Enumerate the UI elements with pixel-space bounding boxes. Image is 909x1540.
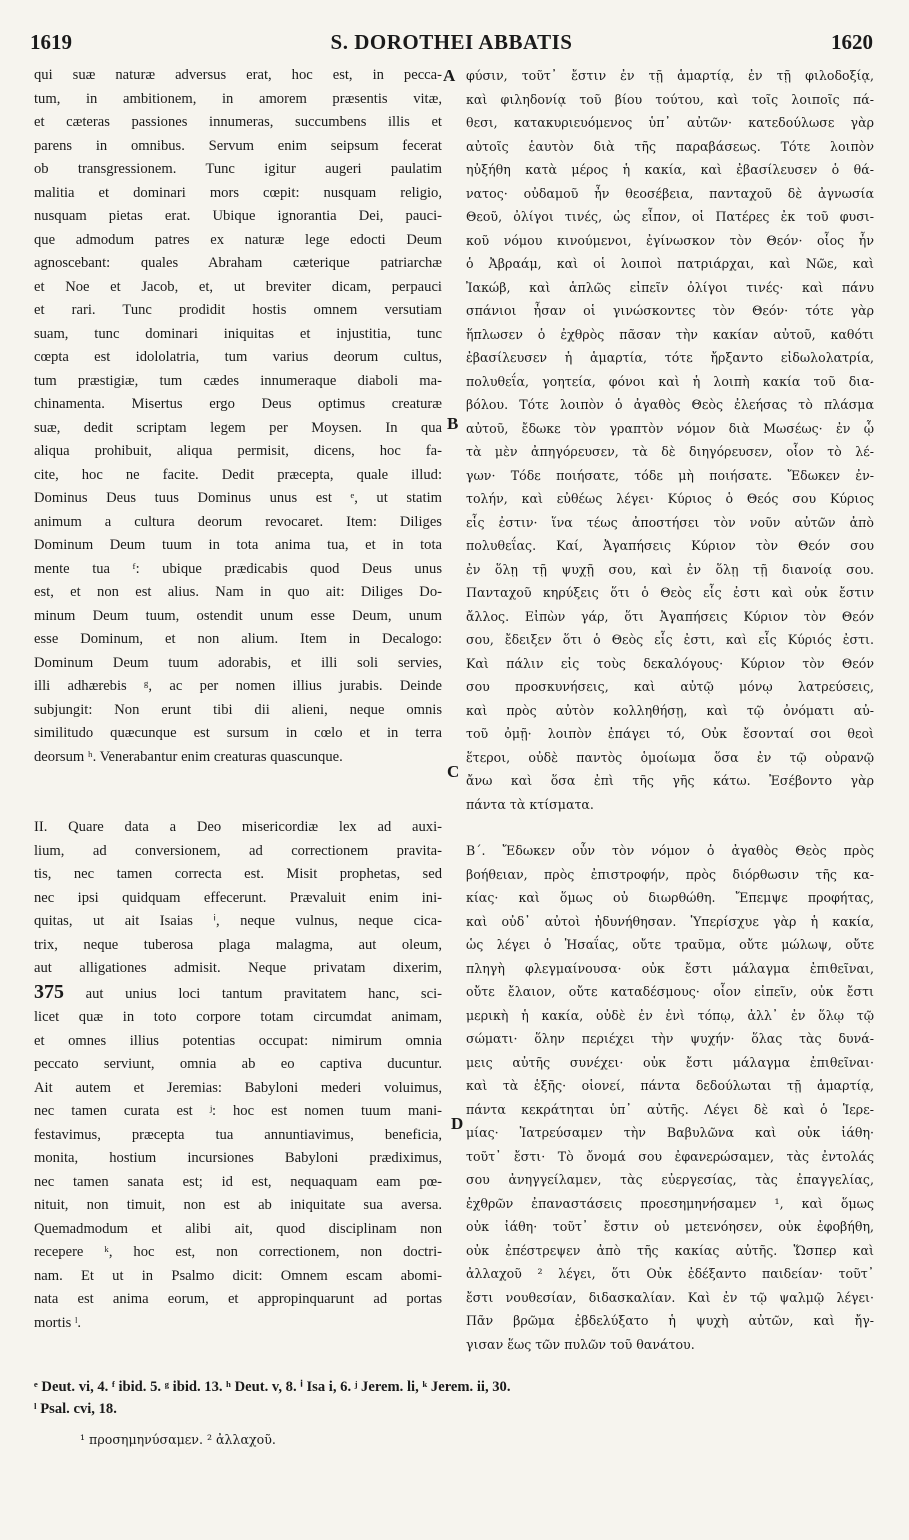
text-line: εἷς ἐστιν· ἵνα τέως ἀποστήσει τὸν νοῦν αὐτῶν ἀπὸ bbox=[466, 514, 874, 530]
text-line: καὶ οὐδ᾿ αὐτοὶ ἠδυνήθησαν. Ὑπερίσχυε γὰρ ἡ κακία, bbox=[466, 913, 874, 929]
text-line: festavimus, præcepta tua annuntiavimus, beneficia, bbox=[34, 1126, 442, 1143]
text-line: βόλου. Τότε λοιπὸν ὁ ἀγαθὸς Θεὸς ἐλεήσας τὸ πλάσμα bbox=[466, 397, 874, 412]
text-line: πάντα τὰ κτίσματα. bbox=[466, 796, 594, 812]
text-line: πάντα κεκράτηται ὑπ᾿ αὐτῆς. Λέγει δὲ καὶ ὁ Ἱερε- bbox=[466, 1101, 874, 1117]
page-header bbox=[30, 30, 873, 64]
text-line: cœpta est idololatria, tum varius deorum cultus, bbox=[34, 349, 442, 365]
text-line: licet quæ in toto corpore totam circumdat animam, bbox=[34, 1009, 442, 1025]
greek-variant-notes: ¹ προσημηνύσαμεν. ² ἀλλαχοῦ. bbox=[80, 1432, 276, 1447]
text-line: καὶ φιληδονίᾳ τοῦ βίου τούτου, καὶ τοῖς λοιποῖς πά- bbox=[466, 91, 874, 107]
text-line: recepere ᵏ, hoc est, non correctionem, non doctri- bbox=[34, 1244, 442, 1260]
text-line: πληγὴ φλεγμαίνουσα· οὐκ ἔστι μάλαγμα ἐπιθεῖναι, bbox=[466, 960, 874, 976]
text-line: nec ipsi quidquam effecerunt. Prævaluit enim ini- bbox=[34, 889, 442, 906]
text-line: οὐκ ἐπέστρεψεν ἀπὸ τῆς κακίας αὐτῆς. Ὥσπερ καὶ bbox=[466, 1242, 874, 1258]
text-line: τοῦ ὀμῇ· λοιπὸν ἐπάγει τό, Οὐκ ἔσονταί σοι θεοὶ bbox=[466, 726, 874, 741]
text-line: Quemadmodum et alibi ait, quod disciplinam non bbox=[34, 1220, 442, 1237]
text-line: μερικὴ ἡ κακία, οὐδὲ ἐν ἑνὶ τόπῳ, ἀλλ᾿ ἐν ὅλῳ τῷ bbox=[466, 1007, 874, 1023]
text-line: aut unius loci tantum pravitatem hanc, sci- bbox=[85, 985, 442, 1002]
text-line: tum præstigiæ, tum cædes innumeraque diaboli ma- bbox=[34, 372, 442, 389]
text-line: nec tamen sanata est; id est, nequaquam eam pœ- bbox=[34, 1173, 442, 1190]
text-line: nec tamen curata est ʲ: hoc est nomen tuum mani- bbox=[34, 1103, 442, 1119]
text-line: Ait autem et Jeremias: Babyloni mederi voluimus, bbox=[34, 1079, 442, 1096]
text-line: ἥπλωσεν ὁ ἐχθρὸς πᾶσαν τὴν κακίαν αὐτοῦ, καθότι bbox=[466, 326, 874, 342]
text-line: nituit, non timuit, non est ab iniquitate sua aversa. bbox=[34, 1197, 442, 1213]
text-line: similitudo quæcunque est sursum in cœlo et in terra bbox=[34, 725, 442, 741]
text-line: Πανταχοῦ κηρύξεις ὅτι ὁ Θεὸς εἷς ἐστι καὶ οὐκ ἔστιν bbox=[466, 585, 874, 600]
text-line: que admodum patres ex naturæ lege edocti Deum bbox=[34, 231, 442, 248]
text-line: mortis ˡ. bbox=[34, 1314, 82, 1331]
text-line: trix, neque tuberosa plaga malagma, aut oleum, bbox=[34, 936, 442, 953]
text-line: κίας· καὶ ὅμως οὐ διωρθώθη. Ἔπεμψε προφήτας, bbox=[466, 890, 874, 905]
text-line: σου προσκυνήσεις, καὶ αὐτῷ μόνῳ λατρεύσεις, bbox=[466, 679, 874, 694]
text-line: οὔτε ἔλαιον, οὔτε καταδέσμους· οἷον εἰπεῖν, οὐκ ἔστι bbox=[466, 984, 874, 999]
text-line: πολυθεΐα, γοητεία, φόνοι καὶ ἡ λοιπὴ κακία τοῦ δια- bbox=[466, 373, 874, 389]
text-line: τοῦτ᾿ ἔστι· Τὸ ὄνομά σου ἐφανερώσαμεν, τὰς ἐντολάς bbox=[466, 1148, 874, 1164]
text-line: minum Deum tuum, ostendit unum esse Deum, unum bbox=[34, 607, 442, 624]
text-line: καὶ πρὸς αὐτὸν κολληθήσῃ, καὶ τῷ ὀνόματι αὐ- bbox=[466, 702, 874, 718]
text-line: ἄνω καὶ ὅσα ἐπὶ τῆς γῆς κάτω. Ἐσέβοντο γὰρ bbox=[466, 773, 874, 788]
text-line: qui suæ naturæ adversus erat, hoc est, in pecca- bbox=[34, 67, 442, 83]
text-line: γων· Τόδε ποιήσατε, τόδε μὴ ποιήσατε. Ἔδωκεν ἐν- bbox=[466, 467, 874, 483]
text-line: nata est anima eorum, et appropinquarunt ad portas bbox=[34, 1291, 442, 1307]
text-line: γισαν ἕως τῶν πυλῶν τοῦ θανάτου. bbox=[466, 1336, 695, 1352]
text-line: illi adhærebis ᵍ, ac per nomen illius jurabis. Deinde bbox=[34, 678, 442, 694]
text-line: suam, tunc dominari iniquitas et injustitia, tunc bbox=[34, 325, 442, 342]
text-line: κοῦ νόμου κινούμενοι, ἐγίνωσκον τὸν Θεόν· οἷος ἦν bbox=[466, 232, 874, 248]
footnotes bbox=[34, 1376, 873, 1420]
text-line: νατος· οὐδαμοῦ ἦν θεοσέβεια, πανταχοῦ δὲ ἀγνωσία bbox=[466, 185, 874, 201]
text-line: Πᾶν βρῶμα ἐβδελύξατο ἡ ψυχὴ αὐτῶν, καὶ ἤγ- bbox=[466, 1313, 874, 1328]
text-line: ἐβασίλευσεν ἡ ἁμαρτία, τότε ἤρξαντο εἰδωλολατρία, bbox=[466, 350, 874, 365]
text-line: σου, ἔδειξεν ὅτι ὁ Θεὸς εἷς ἐστι, καὶ εἷς Κύριός ἐστι. bbox=[466, 632, 874, 647]
page-number-left: 1619 bbox=[30, 30, 72, 54]
text-line: τὰ μὲν ἀπηγόρευσεν, τὰ δὲ διηγόρευσεν, οἷον τὸ λέ- bbox=[466, 444, 874, 459]
text-line: ob transgressionem. Tunc igitur augeri paulatim bbox=[34, 161, 442, 177]
text-line: Dominum Deum tuum adorabis, et illi soli servies, bbox=[34, 654, 442, 671]
text-line: βοήθειαν, πρὸς ἐπιστροφήν, πρὸς διόρθωσιν τῆς κα- bbox=[466, 866, 874, 882]
text-line: quitas, ut ait Isaias ⁱ, neque vulnus, neque cica- bbox=[34, 913, 442, 929]
running-title: S. DOROTHEI ABBATIS bbox=[330, 30, 573, 54]
greek-paragraph-2 bbox=[466, 839, 874, 1356]
text-line: parens in omnibus. Servum enim seipsum fecerat bbox=[34, 137, 442, 154]
text-line: aliqua prohibuit, aliqua permisit, dicens, hoc fa- bbox=[34, 443, 442, 459]
text-line: esse Dominum, et non alium. Item in Decalogo: bbox=[34, 631, 442, 647]
text-line: Καὶ πάλιν εἰς τοὺς δεκαλόγους· Κύριον τὸν Θεόν bbox=[466, 655, 874, 671]
text-line: σου ἀνηγγείλαμεν, τὰς εὐεργεσίας, τὰς ἐπαγγελίας, bbox=[466, 1172, 874, 1187]
text-line: σπάνιοι ἦσαν οἱ γινώσκοντες τὸν Θεόν· τότε γὰρ bbox=[466, 303, 874, 318]
footnote-line: ᵉ Deut. vi, 4. ᶠ ibid. 5. ᵍ ibid. 13. ʰ Deut. v, 8. ⁱ Isa i, 6. ʲ Jerem. li, ᵏ Jerem. ii, 30. bbox=[34, 1379, 511, 1395]
latin-paragraph-2-continued bbox=[34, 1006, 442, 1335]
text-line: et rari. Tunc prodidit hostis omnem versutiam bbox=[34, 302, 442, 318]
text-line: σώματι· ὅλην περιέχει τὴν ψυχήν· ὅλας τὰς δυνά- bbox=[466, 1031, 874, 1046]
footnote-line: ˡ Psal. cvi, 18. bbox=[34, 1401, 117, 1417]
text-line: subjungit: Non erunt tibi dii alieni, neque omnis bbox=[34, 701, 442, 718]
page-number-right: 1620 bbox=[831, 30, 873, 54]
text-line: nusquam pietas erat. Ubique ignorantia Dei, pauci- bbox=[34, 208, 442, 224]
text-line: deorsum ʰ. Venerabantur enim creaturas quascunque. bbox=[34, 748, 343, 765]
text-line: Θεοῦ, ὀλίγοι τινές, ὡς εἶπον, οἱ Πατέρες ἐκ τοῦ φυσι- bbox=[466, 209, 874, 224]
text-line: tis, nec tamen correcta est. Misit prophetas, sed bbox=[34, 866, 442, 882]
text-line: ἄλλος. Εἰπὼν γάρ, ὅτι Ἀγαπήσεις Κύριον τὸν Θεόν bbox=[466, 608, 874, 624]
text-line: Dominum Deum tuum in tota anima tua, et in tota bbox=[34, 537, 442, 553]
text-line: Ἰακώβ, καὶ ἁπλῶς εἰπεῖν ὀλίγοι τινές· καὶ πάνυ bbox=[466, 279, 874, 295]
text-line: μεις αὐτῆς συνέχει· οὐκ ἔστι μάλαγμα ἐπιθεῖναι· bbox=[466, 1054, 874, 1070]
text-line: ἀλλαχοῦ ² λέγει, ὅτι Οὐκ ἐδέξαντο παιδείαν· τοῦτ᾿ bbox=[466, 1266, 874, 1281]
greek-column bbox=[466, 64, 874, 1356]
text-line: ηὐξήθη κατὰ μέρος ἡ κακία, καὶ ἐβασίλευσεν ὁ θά- bbox=[466, 162, 874, 177]
text-line: ἕτεροι, οὐδὲ παντὸς ὁμοίωμα ὅσα ἐν τῷ οὐρανῷ bbox=[466, 749, 874, 765]
marginal-number: 375 bbox=[34, 980, 64, 1003]
text-line: tum, in ambitionem, in amorem præsentis vitæ, bbox=[34, 90, 442, 107]
text-line: Β΄. Ἔδωκεν οὖν τὸν νόμον ὁ ἀγαθὸς Θεὸς πρὸς bbox=[466, 843, 874, 858]
text-line: ὁ Ἀβραάμ, καὶ οἱ λοιποὶ πατριάρχαι, καὶ Νῶε, καὶ bbox=[466, 256, 874, 271]
text-line: suæ, dedit scriptam legem per Moysen. In qua bbox=[34, 419, 442, 436]
text-line: peccato serviunt, omnia ab eo captiva ducuntur. bbox=[34, 1056, 442, 1072]
text-line: et omnes illius potentias occupat: nimirum omnia bbox=[34, 1032, 442, 1049]
text-line: Dominus Deus tuus Dominus unus est ᵉ, ut statim bbox=[34, 490, 442, 506]
text-line: et cæteras passiones innumeras, succumbens illis et bbox=[34, 114, 442, 130]
text-line: πολυθεΐας. Καί, Ἀγαπήσεις Κύριον τὸν Θεόν σου bbox=[466, 538, 874, 553]
text-line: agnoscebant: quales Abraham cæterique patriarchæ bbox=[34, 255, 442, 271]
text-line: II. Quare data a Deo misericordiæ lex ad auxi- bbox=[34, 819, 442, 835]
margin-letter-c: C bbox=[447, 762, 460, 781]
text-line: τολήν, καὶ εὐθέως λέγει· Κύριος ὁ Θεός σου Κύριος bbox=[466, 491, 874, 506]
text-line: lium, ad conversionem, ad correctionem pravita- bbox=[34, 842, 442, 859]
text-line: ἐχθρῶν ἐπαναστάσεις προεσημηνήσαμεν ¹, καὶ ὅμως bbox=[466, 1195, 874, 1211]
text-line: καὶ τὰ ἑξῆς· οἱονεί, πάντα δεδούλωται τῇ ἁμαρτίᾳ, bbox=[466, 1078, 874, 1093]
text-line: ἔστι νουθεσίαν, διδασκαλίαν. Καὶ ἐν τῷ ψαλμῷ λέγει· bbox=[466, 1289, 874, 1305]
text-line: est, et non est alius. Nam in quo ait: Diliges Do- bbox=[34, 584, 442, 600]
text-line-375 bbox=[34, 981, 442, 1007]
text-line: ὡς λέγει ὁ Ἡσαΐας, οὔτε τραῦμα, οὔτε μώλωψ, οὔτε bbox=[466, 937, 874, 952]
text-line: malitia et dominari mors cœpit: nusquam religio, bbox=[34, 184, 442, 201]
text-line: θεσι, κατακυριευόμενος ὑπ᾿ αὐτῶν· κατεδούλωσε γὰρ bbox=[466, 115, 874, 130]
text-line: φύσιν, τοῦτ᾿ ἔστιν ἐν τῇ ἁμαρτίᾳ, ἐν τῇ φιλοδοξίᾳ, bbox=[466, 68, 874, 83]
text-line: animum a cultura deorum revocaret. Item: Diliges bbox=[34, 513, 442, 530]
text-line: nam. Et ut in Psalmo dicit: Omnem escam abomi- bbox=[34, 1267, 442, 1284]
text-line: cite, hoc ne facite. Dedit præcepta, quale illud: bbox=[34, 466, 442, 483]
latin-column bbox=[34, 64, 442, 1335]
text-line: monita, hostium incursiones Babyloni prædiximus, bbox=[34, 1150, 442, 1166]
text-line: chinamenta. Misertus ergo Deus optimus creaturæ bbox=[34, 396, 442, 412]
text-line: mente tua ᶠ: ubique prædicabis quod Deus unus bbox=[34, 560, 442, 577]
text-line: αὐτοῦ, ἔδωκε τὸν γραπτὸν νόμον διὰ Μωσέως· ἐν ᾧ bbox=[466, 420, 874, 436]
text-line: aut alligationes admisit. Neque privatam dixerim, bbox=[34, 960, 442, 976]
text-line: αὐτοῖς ἑαυτὸν διὰ τῆς παραβάσεως. Τότε λοιπὸν bbox=[466, 138, 874, 154]
text-line: μίας· Ἰατρεύσαμεν τὴν Βαβυλῶνα καὶ οὐκ ἰάθη· bbox=[466, 1125, 874, 1140]
latin-paragraph-2 bbox=[34, 816, 442, 981]
text-line: οὐκ ἰάθη· τοῦτ᾿ ἔστιν οὐ μετενόησεν, οὐκ ἐφοβήθη, bbox=[466, 1219, 874, 1234]
greek-paragraph-1 bbox=[466, 64, 874, 816]
margin-letter-d: D bbox=[451, 1114, 464, 1133]
margin-letter-a: A bbox=[443, 66, 456, 85]
latin-paragraph-1 bbox=[34, 64, 442, 769]
text-line: ἐν ὅλῃ τῇ ψυχῇ σου, καὶ ἐν ὅλῃ τῇ διανοίᾳ σου. bbox=[466, 561, 874, 577]
text-line: et Noe et Jacob, et, ut breviter dicam, perpauci bbox=[34, 278, 442, 295]
margin-letter-b: B bbox=[447, 414, 459, 433]
